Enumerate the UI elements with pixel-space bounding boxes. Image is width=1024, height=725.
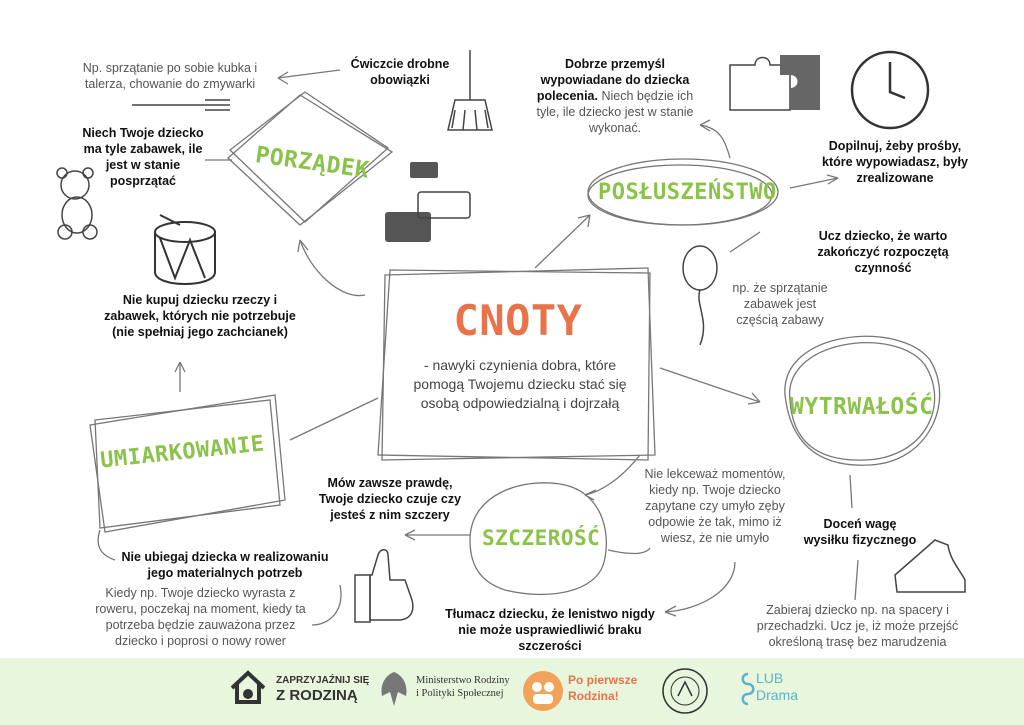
logo-ministerstwo-line1: Ministerstwo Rodziny (416, 675, 510, 686)
center-title: CNOTY (453, 296, 583, 345)
puzzle-icon (730, 55, 820, 110)
blocks-icon (385, 162, 438, 242)
note-sprzatanie-kubka: Np. sprzątanie po sobie kubka i talerza, chowanie do zmywarki (82, 61, 258, 91)
logo-zaprzyjaznij-line2: Z RODZINĄ (276, 687, 358, 704)
topic-porzadek: PORZĄDEK (253, 142, 372, 184)
note-kiedy-rower: Kiedy np. Twoje dziecko wyrasta z roweru, poczekaj na moment, kiedy ta potrzeba będzie zauważona przez dziecko i poprosi o nowy rower (95, 586, 306, 648)
center-subtitle: - nawyki czynienia dobra, które pomogą Twojemu dziecku stać się osobą odpowiedzialną i dojrzałą (413, 357, 627, 411)
note-polecenia-rest: Niech będzie ich tyle, ile dziecko jest w stanie wykonać. (536, 89, 694, 135)
eagle-emblem-icon (376, 668, 412, 715)
note-tlumacz: Tłumacz dziecku, że lenistwo nigdy nie może usprawiedliwić braku szczerości (445, 607, 655, 653)
note-polecenia (530, 56, 700, 136)
note-polecenia-bold: Dobrze przemyśl wypowiadane do dziecka polecenia. (536, 57, 690, 103)
family-logo-icon (521, 670, 565, 717)
footer (0, 658, 1024, 725)
topic-wytrwalosc: WYTRWAŁOŚĆ (790, 394, 934, 420)
logo-klub-drama (756, 670, 798, 704)
thumbs-up-icon (355, 550, 413, 622)
logo-ministerstwo (416, 674, 510, 700)
logo-po-pierwsze (568, 672, 637, 704)
logo-klub-drama-line2: Drama (756, 687, 799, 703)
note-nie-lekcewaz: Nie lekceważ momentów, kiedy np. Twoje dziecko zapytane czy umyło zęby odpowie że tak, mimo iż wiesz, że nie umyło (644, 467, 786, 545)
klub-drama-logo (738, 670, 758, 715)
logo-zaprzyjaznij (276, 674, 369, 704)
note-dopilnuj: Dopilnuj, żeby prośby, które wypowiadasz, były zrealizowane (822, 139, 968, 185)
note-ucz: Ucz dziecko, że warto zakończyć rozpoczętą czynność (817, 229, 949, 275)
house-logo-icon (228, 668, 268, 711)
note-mow: Mów zawsze prawdę, Twoje dziecko czuje czy jesteś z nim szczery (318, 476, 462, 522)
foundation-seal-icon (660, 666, 710, 721)
note-nie-ubiegaj: Nie ubiegaj dziecka w realizowaniu jego materialnych potrzeb (121, 550, 329, 580)
clock-icon (852, 52, 928, 128)
fork-icon (132, 100, 230, 110)
logo-po-pierwsze-line2: Rodzina! (568, 689, 619, 703)
note-zabieraj: Zabieraj dziecko np. na spacery i przechadzki. Ucz je, iż może przejść określoną trasę bez marudzenia (756, 603, 959, 649)
logo-ministerstwo-line2: i Polityki Społecznej (416, 688, 504, 699)
logo-klub-drama-line1: LUB (756, 670, 784, 686)
topic-posluszenstwo: POSŁUSZEŃSTWO (598, 180, 777, 205)
drum-icon (155, 215, 215, 284)
drama-mask-icon (738, 670, 758, 710)
note-docen: Doceń wagę wysiłku fizycznego (803, 517, 917, 547)
topic-umiarkowanie: UMIARKOWANIE (99, 431, 266, 474)
logo-po-pierwsze-line1: Po pierwsze (568, 673, 638, 687)
note-sprzatanie-zabawka: np. że sprzątanie zabawek jest częścią zabawy (732, 281, 828, 327)
note-cwiczcie: Ćwiczcie drobne obowiązki (350, 57, 450, 87)
topic-szczerosc: SZCZEROŚĆ (482, 526, 601, 550)
note-nie-kupuj: Nie kupuj dziecku rzeczy i zabawek, których nie potrzebuje (nie spełniaj jego zachcianek) (104, 293, 296, 339)
note-tyle-zabawek: Niech Twoje dziecko ma tyle zabawek, ile jest w stanie posprzątać (82, 126, 204, 188)
logo-zaprzyjaznij-line1: ZAPRZYJAŹNIJ SIĘ (276, 675, 370, 686)
balloon-icon (683, 246, 717, 345)
